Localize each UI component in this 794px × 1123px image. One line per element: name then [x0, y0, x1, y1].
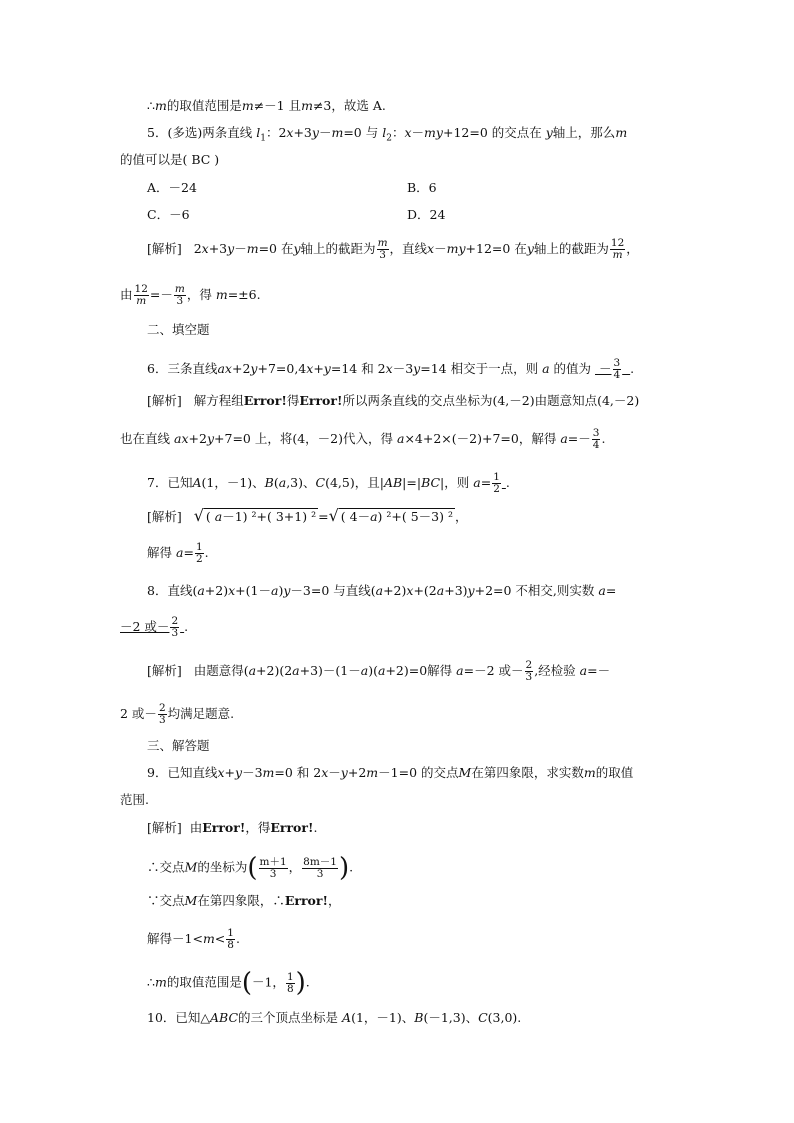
fraction: $\frac{2}{3}$ — [525, 659, 533, 683]
solution-9-line1: [解析] 由Error!，得Error!. — [147, 820, 318, 835]
fraction: $\frac{2}{3}$ — [171, 615, 179, 639]
option-b: B．6 — [407, 180, 437, 195]
solution-6-line1: [解析] 解方程组Error!得Error!所以两条直线的交点坐标为(4,－2)由题意知点(4,－2) — [147, 393, 640, 408]
solution-5-line2: 由 $\frac{12}{m}$ =－ $\frac{m}{3}$ ，得 m=±6. — [120, 283, 261, 307]
section-fill-in: 二、填空题 — [147, 322, 210, 337]
solution-7-line2: 解得 a= $\frac{1}{2}$ . — [147, 541, 209, 565]
fraction: $\frac{m+1}{3}$ — [259, 855, 287, 880]
solution-9-line2: ∴交点M的坐标为( $\frac{m+1}{3}$ ， $\frac{8m-1}{3}$ ). — [147, 853, 354, 883]
option-d: D．24 — [407, 207, 446, 222]
section-answer: 三、解答题 — [147, 738, 210, 753]
question-6: 6．三条直线ax+2y+7=0,4x+y=14 和 2x－3y=14 相交于一点，则 a 的值为 － $\frac{3}{4}$ . — [147, 357, 635, 381]
solution-6-line2: 也在直线 ax+2y+7=0 上，将(4，－2)代入，得 a×4+2×(－2)+7=0，解得 a=－ $\frac{3}{4}$ . — [120, 427, 606, 451]
fraction: $\frac{8m-1}{3}$ — [303, 855, 337, 880]
solution-9-line3: ∵交点M在第四象限，∴Error!， — [147, 893, 341, 908]
question-5: 5．(多选)两条直线 $l_1$：2x+3y－m=0 与 $l_2$：x－my+12=0 的交点在 y轴上，那么m — [147, 125, 628, 144]
error-text: Error! — [284, 893, 328, 908]
question-9: 9．已知直线x+y－3m=0 和 2x－y+2m－1=0 的交点M在第四象限，求实数m的取值 — [147, 765, 634, 780]
question-5-line2: 的值可以是( BC ) — [120, 152, 220, 167]
answer-blank: － $\frac{3}{4}$ — [598, 357, 621, 381]
fraction: $\frac{1}{2}$ — [195, 541, 203, 565]
solution-8-line2: 2 或－ $\frac{2}{3}$ 均满足题意. — [120, 702, 235, 726]
fraction: $\frac{3}{4}$ — [592, 427, 600, 451]
error-text: Error! — [243, 393, 287, 408]
error-text: Error! — [270, 820, 314, 835]
fraction: $\frac{1}{8}$ — [227, 927, 234, 951]
solution-9-line5: ∴m的取值范围是(－1， $\frac{1}{8}$ ). — [147, 968, 310, 998]
question-10: 10．已知△ABC的三个顶点坐标是 A(1，－1)、B(－1,3)、C(3,0). — [147, 1010, 522, 1025]
question-8: 8．直线(a+2)x+(1－a)y－3=0 与直线(a+2)x+(2a+3)y+2=0 不相交,则实数 a= — [147, 583, 617, 598]
solution-8-line1: [解析] 由题意得(a+2)(2a+3)－(1－a)(a+2)=0解得 a=－2 或－ $\frac{2}{3}$ ,经检验 a=－ — [147, 659, 611, 683]
answer-blank: －2 或－ $\frac{2}{3}$ — [120, 615, 179, 639]
solution-tag: [解析] — [147, 663, 182, 678]
fraction: $\frac{m}{3}$ — [377, 237, 388, 261]
question-9-line2: 范围. — [120, 792, 149, 807]
solution-7-line1: [解析] √ ( a－1) ²+( 3+1) ² =√ ( 4－a) ²+( 5－3) ² ， — [147, 506, 468, 525]
fraction: $\frac{12}{m}$ — [134, 283, 148, 307]
error-text: Error! — [202, 820, 246, 835]
question-7: 7．已知A(1，－1)、B(a,3)、C(4,5)，且|AB|=|BC|，则 a= $\frac{1}{2}$ . — [147, 471, 510, 495]
fraction: $\frac{1}{2}$ — [493, 471, 500, 495]
sqrt-expression: ( a－1) ²+( 3+1) ² — [205, 509, 317, 524]
solution-tag: [解析] — [147, 820, 182, 835]
fraction: $\frac{12}{m}$ — [610, 237, 625, 261]
fraction: $\frac{3}{4}$ — [613, 357, 621, 381]
option-a: A．－24 — [147, 180, 197, 195]
solution-5-line1: [解析] 2x+3y－m=0 在y轴上的截距为 $\frac{m}{3}$ ，直线x－my+12=0 在y轴上的截距为 $\frac{12}{m}$ ， — [147, 237, 639, 261]
solution-tag: [解析] — [147, 241, 182, 256]
fraction: $\frac{2}{3}$ — [158, 702, 166, 726]
question-8-line2: －2 或－ $\frac{2}{3}$ . — [120, 615, 189, 639]
solution-9-line4: 解得－1<m< $\frac{1}{8}$ . — [147, 927, 240, 951]
error-text: Error! — [299, 393, 343, 408]
answer-blank — [491, 471, 506, 495]
sqrt-expression: ( 4－a) ²+( 5－3) ² — [340, 509, 453, 524]
fraction: $\frac{1}{8}$ — [286, 970, 294, 995]
solution-tag: [解析] — [147, 393, 182, 408]
fraction: $\frac{m}{3}$ — [174, 283, 185, 307]
option-c: C．－6 — [147, 207, 190, 222]
conclusion-line: ∴m的取值范围是m≠－1 且m≠3，故选 A. — [147, 98, 386, 113]
solution-tag: [解析] — [147, 509, 182, 524]
